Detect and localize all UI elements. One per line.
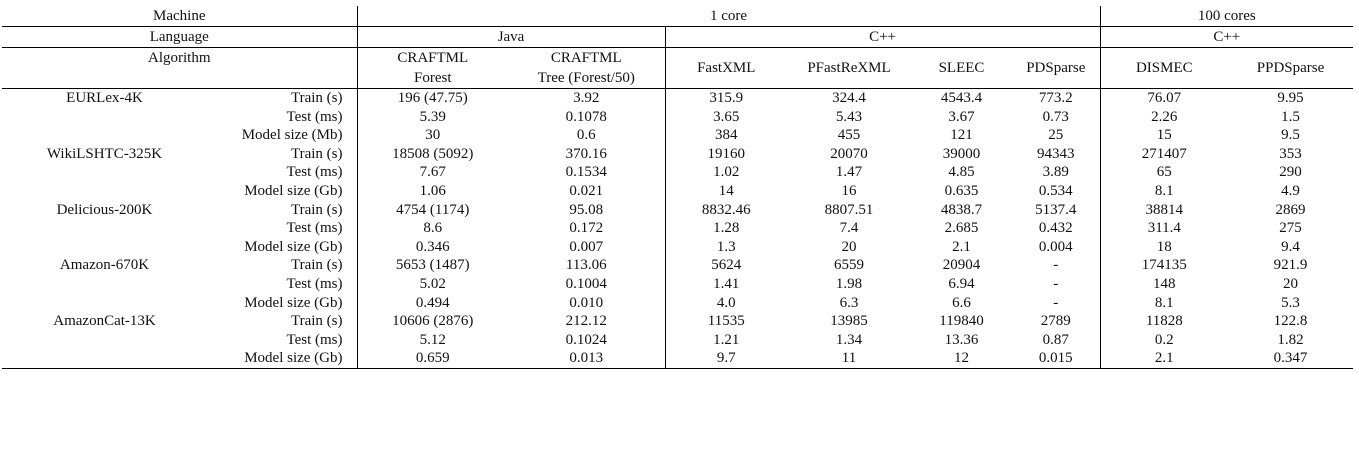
value-cell: 20904 xyxy=(942,257,981,274)
value-cell: 12 xyxy=(911,349,1012,368)
value-cell: 39000 xyxy=(942,145,981,162)
metric-cell: Train (s) xyxy=(207,256,357,275)
value-cell: - xyxy=(1012,275,1100,294)
value-cell: 1.98 xyxy=(835,275,863,292)
dataset-cell: Amazon-670K xyxy=(59,257,150,274)
dataset-cell xyxy=(2,238,207,257)
value-cell: 119840 xyxy=(939,313,984,330)
metric-cell: Model size (Mb) xyxy=(207,126,357,145)
table-row xyxy=(2,349,1353,368)
value-cell: 324.4 xyxy=(832,90,866,106)
language-label: Language xyxy=(2,27,357,48)
value-cell: 5.02 xyxy=(419,275,446,292)
dataset-cell xyxy=(2,126,207,145)
value-cell: 1.06 xyxy=(419,182,446,199)
value-cell: 11 xyxy=(787,349,911,368)
machine-100cores: 100 cores xyxy=(1197,8,1256,24)
value-cell: 1.5 xyxy=(1281,108,1300,125)
metric-cell: Model size (Gb) xyxy=(207,349,357,368)
dataset-cell: WikiLSHTC-325K xyxy=(46,145,163,162)
metric-cell: Test (ms) xyxy=(207,163,357,182)
value-cell: 3.67 xyxy=(948,108,975,125)
table-row xyxy=(2,294,1353,313)
dataset-cell xyxy=(2,219,207,238)
value-cell: 65 xyxy=(1156,164,1172,181)
value-cell: 0.87 xyxy=(1012,331,1100,350)
algo-fastxml: FastXML xyxy=(665,48,787,89)
value-cell: 14 xyxy=(718,182,734,199)
value-cell: 1.41 xyxy=(713,275,740,292)
value-cell: 4838.7 xyxy=(940,201,983,218)
value-cell: 275 xyxy=(1279,220,1302,237)
metric-cell: Test (ms) xyxy=(207,275,357,294)
value-cell: 0.021 xyxy=(508,182,665,201)
value-cell: 384 xyxy=(715,127,738,144)
metric-cell: Test (ms) xyxy=(207,108,357,127)
value-cell: 121 xyxy=(950,127,973,144)
value-cell: 38814 xyxy=(1145,201,1184,218)
table-row xyxy=(2,331,1353,350)
value-cell: 0.2 xyxy=(1154,331,1174,348)
value-cell: 0.346 xyxy=(415,238,450,255)
table-row xyxy=(2,145,1353,164)
value-cell: 455 xyxy=(837,127,861,144)
value-cell: 196 (47.75) xyxy=(397,90,468,106)
value-cell: 18508 (5092) xyxy=(392,145,474,162)
value-cell: 174135 xyxy=(1141,257,1187,274)
metric-cell: Train (s) xyxy=(207,145,357,164)
value-cell: 76.07 xyxy=(1147,90,1182,106)
dataset-cell xyxy=(2,108,207,127)
value-cell: 0.004 xyxy=(1012,238,1100,257)
value-cell: 8.1 xyxy=(1154,294,1174,311)
value-cell: 11828 xyxy=(1145,313,1183,330)
value-cell: 6559 xyxy=(834,257,865,274)
table-row xyxy=(2,89,1353,108)
dataset-cell xyxy=(2,182,207,201)
value-cell: 0.013 xyxy=(508,349,665,368)
value-cell: 2789 xyxy=(1012,312,1100,331)
value-cell: 9.95 xyxy=(1277,90,1304,106)
metric-cell: Test (ms) xyxy=(207,331,357,350)
metric-cell: Model size (Gb) xyxy=(207,182,357,201)
lang-cpp-100cores: C++ xyxy=(1100,27,1353,48)
value-cell: 18 xyxy=(1156,238,1172,255)
dataset-cell: Delicious-200K xyxy=(56,201,153,218)
algo-ppdsparse: PPDSparse xyxy=(1228,48,1353,89)
value-cell: 3.92 xyxy=(508,89,665,108)
table-row xyxy=(2,275,1353,294)
algo-craftml-forest xyxy=(357,48,508,89)
value-cell: 9.7 xyxy=(665,349,787,368)
value-cell: 1.34 xyxy=(835,331,863,348)
value-cell: 95.08 xyxy=(508,201,665,220)
algorithm-label: Algorithm xyxy=(2,48,357,89)
value-cell: 8832.46 xyxy=(701,201,751,218)
value-cell: 7.4 xyxy=(839,220,859,237)
value-cell: 5.39 xyxy=(419,108,446,125)
value-cell: 11535 xyxy=(707,313,745,330)
value-cell: 122.8 xyxy=(1273,313,1308,330)
value-cell: 20 xyxy=(841,238,857,255)
value-cell: 5.3 xyxy=(1281,294,1300,311)
metric-cell: Test (ms) xyxy=(207,219,357,238)
value-cell: 5137.4 xyxy=(1012,201,1100,220)
dataset-cell xyxy=(2,294,207,313)
metric-cell: Model size (Gb) xyxy=(207,294,357,313)
value-cell: 0.1024 xyxy=(508,331,665,350)
value-cell: 315.9 xyxy=(709,90,744,106)
value-cell: 773.2 xyxy=(1012,89,1100,108)
value-cell: 5624 xyxy=(711,257,742,274)
metric-cell: Train (s) xyxy=(207,201,357,220)
value-cell: 1.28 xyxy=(713,220,740,237)
value-cell: 25 xyxy=(1012,126,1100,145)
value-cell: 6.94 xyxy=(948,275,975,292)
value-cell: 19160 xyxy=(707,145,746,162)
value-cell: 0.73 xyxy=(1012,108,1100,127)
table-row xyxy=(2,312,1353,331)
algo-craftml-tree xyxy=(508,48,665,89)
value-cell: 4.85 xyxy=(948,164,975,181)
value-cell: 2869 xyxy=(1275,201,1306,218)
value-cell: 8807.51 xyxy=(824,201,874,218)
algorithm-row xyxy=(2,48,1353,89)
table-row xyxy=(2,238,1353,257)
value-cell: 921.9 xyxy=(1273,257,1308,274)
value-cell: 20 xyxy=(1283,275,1299,292)
table-row xyxy=(2,126,1353,145)
value-cell: 13985 xyxy=(830,313,868,330)
value-cell: 0.172 xyxy=(508,219,665,238)
value-cell: 311.4 xyxy=(1147,220,1181,237)
value-cell: 1.82 xyxy=(1277,331,1304,348)
value-cell: 2.685 xyxy=(944,220,979,237)
value-cell: 4543.4 xyxy=(940,90,983,106)
value-cell: 4.0 xyxy=(716,294,736,311)
table-row xyxy=(2,201,1353,220)
value-cell: 370.16 xyxy=(508,145,665,164)
value-cell: 1.02 xyxy=(713,164,740,181)
value-cell: 0.1004 xyxy=(508,275,665,294)
lang-cpp-1core: C++ xyxy=(665,27,1100,48)
results-table xyxy=(2,6,1353,369)
dataset-cell xyxy=(2,349,207,368)
value-cell: 0.6 xyxy=(508,126,665,145)
value-cell: 0.534 xyxy=(1012,182,1100,201)
table-row xyxy=(2,108,1353,127)
value-cell: 353 xyxy=(1279,145,1302,162)
algo-line1: CRAFTML xyxy=(397,50,469,66)
table-row xyxy=(2,182,1353,201)
lang-java: Java xyxy=(357,27,665,48)
table-row xyxy=(2,256,1353,275)
value-cell: 2.1 xyxy=(952,238,971,255)
machine-label: Machine xyxy=(2,6,357,27)
value-cell: 5.12 xyxy=(419,331,446,348)
value-cell: 2.26 xyxy=(1151,108,1178,125)
dataset-cell: EURLex-4K xyxy=(66,90,143,106)
value-cell: 0.432 xyxy=(1012,219,1100,238)
dataset-cell: AmazonCat-13K xyxy=(53,313,156,330)
value-cell: 94343 xyxy=(1012,145,1100,164)
value-cell: 0.494 xyxy=(415,294,450,311)
metric-cell: Train (s) xyxy=(207,312,357,331)
value-cell: 6.3 xyxy=(839,294,859,311)
value-cell: 2.1 xyxy=(1100,349,1228,368)
value-cell: 15 xyxy=(1156,127,1172,144)
metric-cell: Model size (Gb) xyxy=(207,238,357,257)
value-cell: 8.6 xyxy=(423,220,443,237)
algo-pfastrexml: PFastReXML xyxy=(787,48,911,89)
value-cell: 0.015 xyxy=(1012,349,1100,368)
algo-line2: Forest xyxy=(414,70,452,86)
value-cell: 271407 xyxy=(1141,145,1187,162)
value-cell: 7.67 xyxy=(419,164,446,181)
value-cell: 0.1078 xyxy=(508,108,665,127)
value-cell: 290 xyxy=(1279,164,1302,181)
value-cell: 3.65 xyxy=(713,108,740,125)
algo-dismec: DISMEC xyxy=(1100,48,1228,89)
dataset-cell xyxy=(2,331,207,350)
value-cell: 1.21 xyxy=(713,331,740,348)
metric-cell: Train (s) xyxy=(207,89,357,108)
value-cell: 5653 (1487) xyxy=(395,257,470,274)
value-cell: 4.9 xyxy=(1281,182,1300,199)
value-cell: 5.43 xyxy=(835,108,863,125)
dataset-cell xyxy=(2,275,207,294)
value-cell: 0.635 xyxy=(944,182,979,199)
language-row xyxy=(2,27,1353,48)
value-cell: 4754 (1174) xyxy=(396,201,470,218)
value-cell: 8.1 xyxy=(1154,182,1174,199)
value-cell: 0.1534 xyxy=(508,163,665,182)
value-cell: 1.3 xyxy=(716,238,736,255)
value-cell: 148 xyxy=(1153,275,1176,292)
dataset-cell xyxy=(2,163,207,182)
value-cell: 9.4 xyxy=(1281,238,1300,255)
algo-pdsparse: PDSparse xyxy=(1012,48,1100,89)
machine-row xyxy=(2,6,1353,27)
value-cell: 212.12 xyxy=(508,312,665,331)
value-cell: 20070 xyxy=(830,145,868,162)
machine-1core: 1 core xyxy=(357,6,1100,27)
value-cell: - xyxy=(1012,294,1100,313)
algo-sleec: SLEEC xyxy=(911,48,1012,89)
value-cell: 9.5 xyxy=(1281,127,1300,144)
value-cell: 6.6 xyxy=(952,294,971,311)
value-cell: 30 xyxy=(425,127,441,144)
value-cell: 13.36 xyxy=(944,331,979,348)
value-cell: 16 xyxy=(841,182,857,199)
value-cell: 113.06 xyxy=(508,256,665,275)
value-cell: 10606 (2876) xyxy=(392,313,474,330)
algo-line2: Tree (Forest/50) xyxy=(537,70,635,86)
table-row xyxy=(2,219,1353,238)
table-row xyxy=(2,163,1353,182)
algo-line1: CRAFTML xyxy=(550,50,622,66)
value-cell: 1.47 xyxy=(835,164,863,181)
value-cell: 0.347 xyxy=(1228,349,1353,368)
value-cell: 0.010 xyxy=(508,294,665,313)
value-cell: 3.89 xyxy=(1012,163,1100,182)
value-cell: 0.007 xyxy=(508,238,665,257)
value-cell: - xyxy=(1012,256,1100,275)
value-cell: 0.659 xyxy=(357,349,508,368)
